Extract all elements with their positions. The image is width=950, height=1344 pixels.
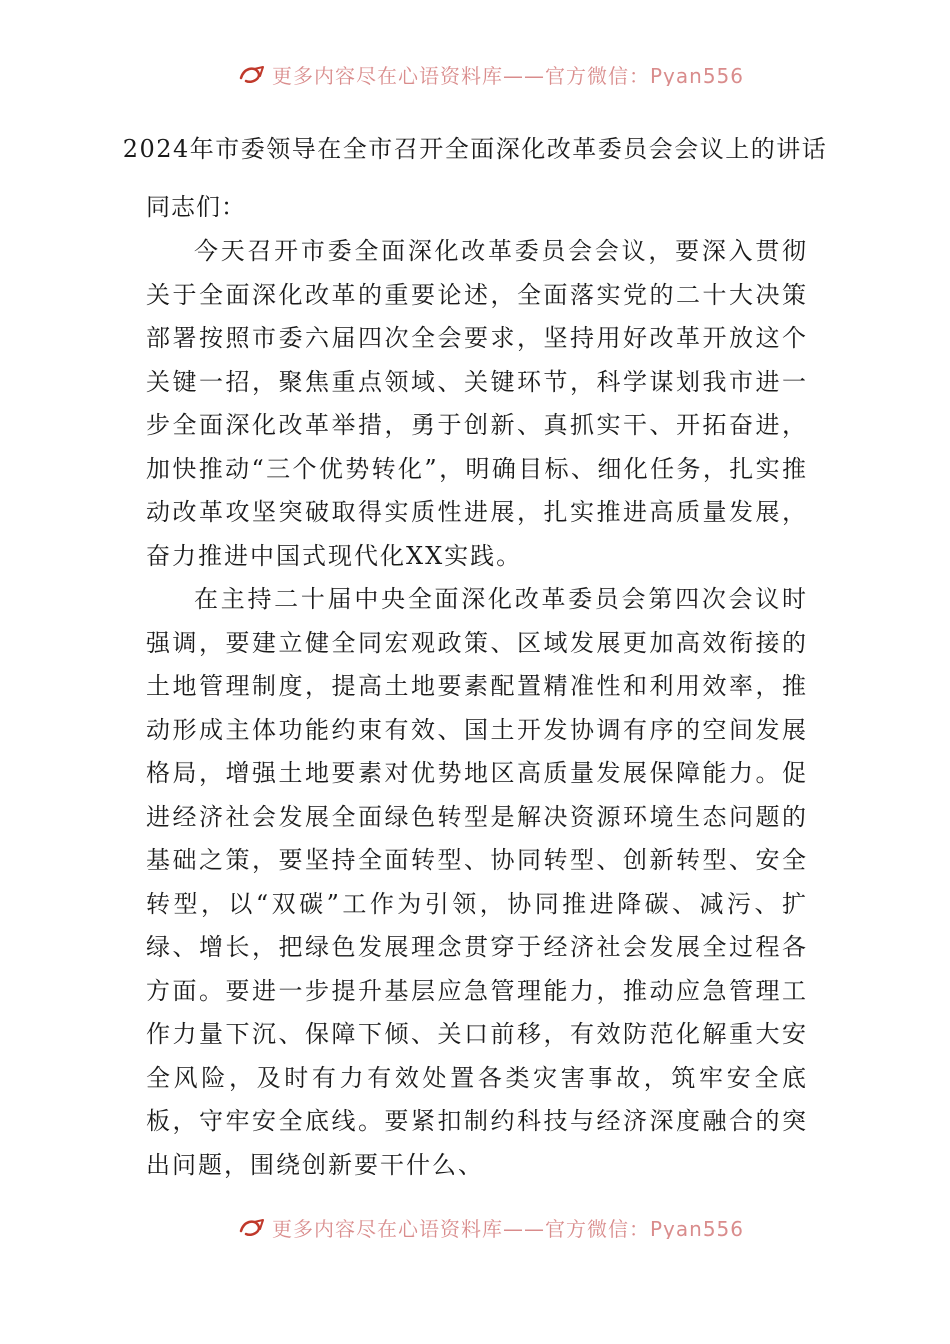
salutation: 同志们： — [146, 193, 246, 221]
document-body — [146, 230, 808, 1187]
paragraph: 在主持二十届中央全面深化改革委员会第四次会议时强调，要建立健全同宏观政策、区域发展更加高效衔接的土地管理制度，提高土地要素配置精准性和利用效率，推动形成主体功能约束有效、国土开发协调有序的空间发展格局，增强土地要素对优势地区高质量发展保障能力。促进经济社会发展全面绿色转型是解决资源环境生态问题的基础之策，要坚持全面转型、协同转型、创新转型、安全转型，以“双碳”工作为引领，协同推进降碳、减污、扩绿、增长，把绿色发展理念贯穿于经济社会发展全过程各方面。要进一步提升基层应急管理能力，推动应急管理工作力量下沉、保障下倾、关口前移，有效防范化解重大安全风险，及时有力有效处置各类灾害事故，筑牢安全底板，守牢安全底线。要紧扣制约科技与经济深度融合的突出问题，围绕创新要干什么、 — [146, 585, 808, 1179]
watermark-logo-icon — [238, 1217, 268, 1239]
header-watermark — [0, 52, 950, 86]
document-title: 2024年市委领导在全市召开全面深化改革委员会会议上的讲话 — [122, 135, 828, 163]
watermark-text: 更多内容尽在心语资料库——官方微信：Pyan556 — [272, 64, 745, 86]
watermark-logo-icon — [238, 64, 268, 86]
watermark-text: 更多内容尽在心语资料库——官方微信：Pyan556 — [272, 1217, 745, 1239]
footer-watermark — [0, 1205, 950, 1239]
paragraph: 今天召开市委全面深化改革委员会会议，要深入贯彻关于全面深化改革的重要论述，全面落实党的二十大决策部署按照市委六届四次全会要求，坚持用好改革开放这个关键一招，聚焦重点领域、关键环节，科学谋划我市进一步全面深化改革举措，勇于创新、真抓实干、开拓奋进，加快推动“三个优势转化”，明确目标、细化任务，扎实推动改革攻坚突破取得实质性进展，扎实推进高质量发展，奋力推进中国式现代化XX实践。 — [146, 237, 808, 570]
